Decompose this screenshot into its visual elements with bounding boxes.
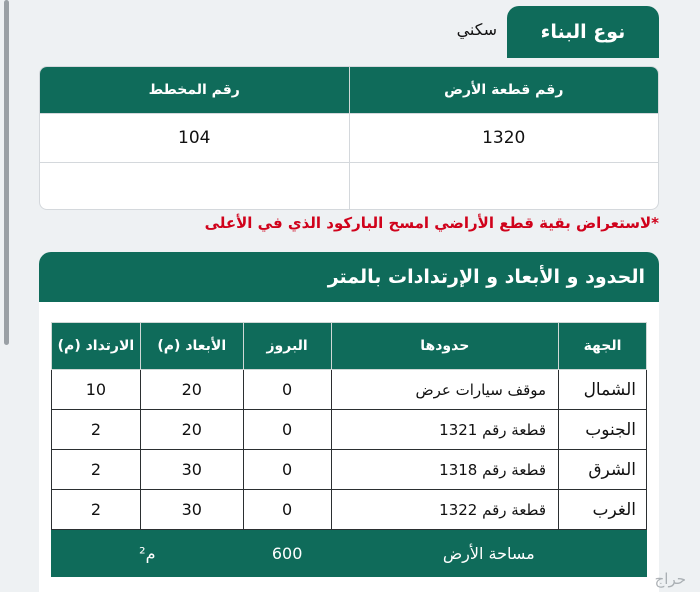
setback-value: 2	[52, 450, 141, 490]
boundaries-card	[39, 252, 659, 592]
watermark: حراج	[654, 570, 686, 588]
plot-info-card	[39, 66, 659, 210]
table-row	[52, 410, 647, 450]
barcode-note: *لاستعراض بقية قطع الأراضي امسح الباركود الذي في الأعلى	[204, 214, 659, 232]
setback-value: 10	[52, 370, 141, 410]
area-value: 600	[243, 530, 331, 577]
dimension-value: 20	[140, 410, 243, 450]
projection-value: 0	[243, 410, 331, 450]
table-row	[52, 450, 647, 490]
boundary-value: قطعة رقم 1318	[331, 450, 558, 490]
boundaries-table	[51, 322, 647, 577]
building-type-value: سكني	[456, 20, 497, 39]
dimension-value: 20	[140, 370, 243, 410]
dimension-value: 30	[140, 490, 243, 530]
boundaries-title: الحدود و الأبعاد و الإرتدادات بالمتر	[39, 252, 659, 302]
area-unit: م²	[52, 530, 244, 577]
building-type-row	[39, 6, 659, 58]
plot-row	[40, 162, 658, 210]
plan-number-value	[40, 163, 350, 210]
side-value: الجنوب	[559, 410, 647, 450]
plot-number-value	[350, 163, 659, 210]
plan-number-value: 104	[40, 114, 350, 162]
boundary-value: موقف سيارات عرض	[331, 370, 558, 410]
plot-row	[40, 113, 658, 162]
setback-value: 2	[52, 410, 141, 450]
boundary-value: قطعة رقم 1321	[331, 410, 558, 450]
side-value: الشمال	[559, 370, 647, 410]
dimension-value: 30	[140, 450, 243, 490]
table-row	[52, 370, 647, 410]
side-value: الغرب	[559, 490, 647, 530]
side-value: الشرق	[559, 450, 647, 490]
side-header: الجهة	[559, 323, 647, 370]
setback-value: 2	[52, 490, 141, 530]
projection-header: البروز	[243, 323, 331, 370]
plan-number-header: رقم المخطط	[148, 82, 240, 98]
scrollbar[interactable]	[4, 0, 9, 345]
plot-number-header: رقم قطعة الأرض	[349, 67, 659, 113]
area-row	[52, 530, 647, 577]
plot-header-row	[40, 67, 658, 113]
boundary-value: قطعة رقم 1322	[331, 490, 558, 530]
projection-value: 0	[243, 490, 331, 530]
dimension-header: الأبعاد (م)	[140, 323, 243, 370]
building-type-label: نوع البناء	[507, 6, 659, 58]
table-header-row	[52, 323, 647, 370]
projection-value: 0	[243, 450, 331, 490]
table-row	[52, 490, 647, 530]
area-label: مساحة الأرض	[331, 530, 646, 577]
projection-value: 0	[243, 370, 331, 410]
plot-number-value: 1320	[482, 128, 526, 148]
setback-header: الارتداد (م)	[52, 323, 141, 370]
boundary-header: حدودها	[331, 323, 558, 370]
